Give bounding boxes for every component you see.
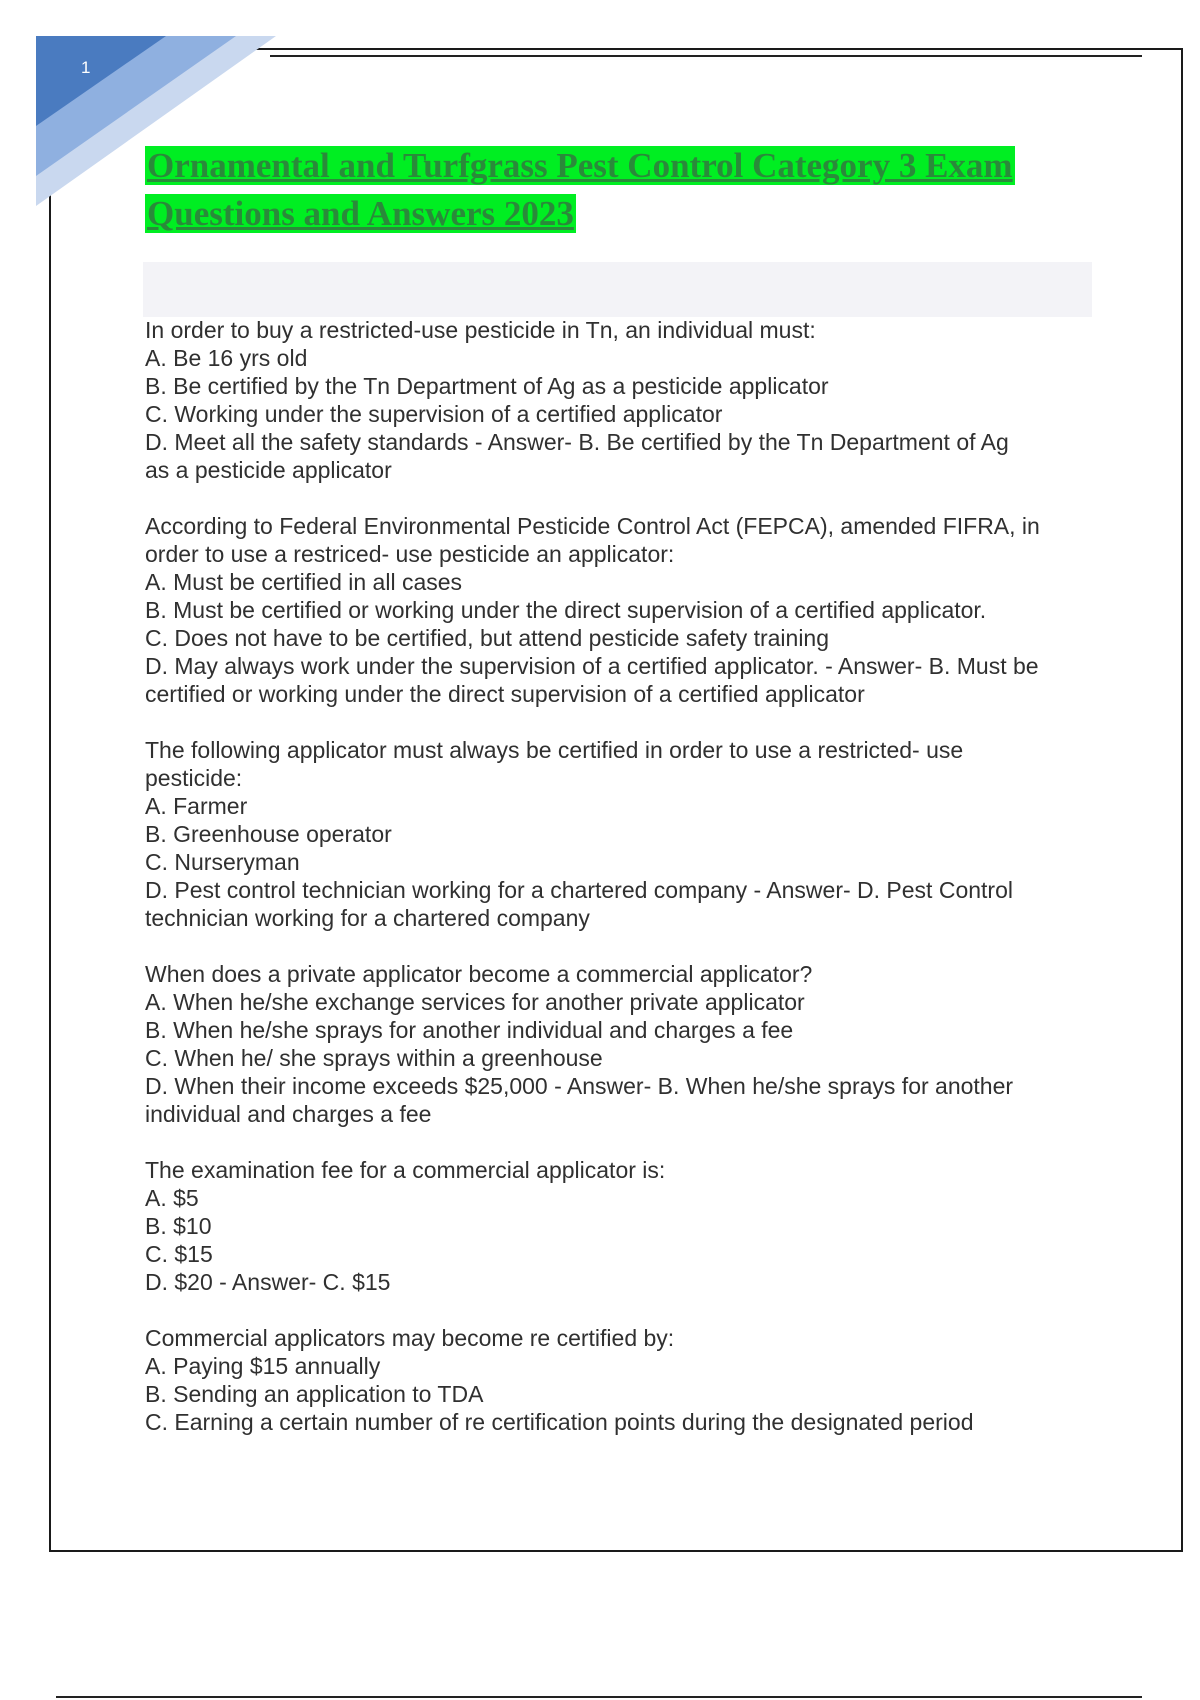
- question-text-continuation: pesticide:: [145, 765, 243, 791]
- option-b: B. $10: [145, 1213, 212, 1239]
- header-rule: [270, 55, 1142, 57]
- option-c: C. Does not have to be certified, but attend pesticide safety training: [145, 625, 830, 651]
- footer-rule: [56, 1696, 1142, 1698]
- option-c: C. Working under the supervision of a certified applicator: [145, 401, 723, 427]
- option-b: B. Be certified by the Tn Department of Ag as a pesticide applicator: [145, 373, 829, 399]
- title-line-1: Ornamental and Turfgrass Pest Control Category 3 Exam: [147, 146, 1013, 185]
- question-block-1: [145, 316, 1095, 484]
- question-list: [145, 316, 1095, 1464]
- option-a: A. Be 16 yrs old: [145, 345, 308, 371]
- option-a: A. When he/she exchange services for another private applicator: [145, 989, 805, 1015]
- shaded-band: [143, 262, 1092, 317]
- title-line-2: Questions and Answers 2023: [147, 194, 574, 233]
- option-a: A. $5: [145, 1185, 199, 1211]
- option-b: B. Greenhouse operator: [145, 821, 392, 847]
- option-c: C. $15: [145, 1241, 213, 1267]
- question-block-5: [145, 1156, 1095, 1296]
- question-block-6: [145, 1324, 1095, 1436]
- option-c: C. Earning a certain number of re certification points during the designated period: [145, 1409, 974, 1435]
- answer-continuation: as a pesticide applicator: [145, 457, 392, 483]
- option-c: C. Nurseryman: [145, 849, 300, 875]
- option-d-answer: D. Meet all the safety standards - Answer- B. Be certified by the Tn Department of Ag: [145, 429, 1009, 455]
- answer-continuation: certified or working under the direct supervision of a certified applicator: [145, 681, 865, 707]
- option-a: A. Paying $15 annually: [145, 1353, 381, 1379]
- option-d-answer: D. May always work under the supervision of a certified applicator. - Answer- B. Must be: [145, 653, 1039, 679]
- option-d-answer: D. Pest control technician working for a chartered company - Answer- D. Pest Control: [145, 877, 1013, 903]
- option-c: C. When he/ she sprays within a greenhouse: [145, 1045, 603, 1071]
- option-b: B. Sending an application to TDA: [145, 1381, 484, 1407]
- document-title: [145, 142, 1075, 238]
- option-a: A. Must be certified in all cases: [145, 569, 463, 595]
- question-text: In order to buy a restricted-use pesticide in Tn, an individual must:: [145, 317, 816, 343]
- question-block-2: [145, 512, 1095, 708]
- question-text: The examination fee for a commercial applicator is:: [145, 1157, 666, 1183]
- page-number: 1: [81, 58, 91, 77]
- option-b: B. Must be certified or working under the direct supervision of a certified applicator.: [145, 597, 987, 623]
- question-text: Commercial applicators may become re certified by:: [145, 1325, 675, 1351]
- answer-continuation: technician working for a chartered company: [145, 905, 590, 931]
- question-block-3: [145, 736, 1095, 932]
- option-a: A. Farmer: [145, 793, 248, 819]
- question-text: According to Federal Environmental Pesticide Control Act (FEPCA), amended FIFRA, in: [145, 513, 1040, 539]
- option-d-answer: D. When their income exceeds $25,000 - Answer- B. When he/she sprays for another: [145, 1073, 1014, 1099]
- option-b: B. When he/she sprays for another individual and charges a fee: [145, 1017, 794, 1043]
- question-text: When does a private applicator become a commercial applicator?: [145, 961, 813, 987]
- answer-continuation: individual and charges a fee: [145, 1101, 432, 1127]
- option-d-answer: D. $20 - Answer- C. $15: [145, 1269, 391, 1295]
- question-text-continuation: order to use a restriced- use pesticide an applicator:: [145, 541, 675, 567]
- question-text: The following applicator must always be certified in order to use a restricted- use: [145, 737, 964, 763]
- question-block-4: [145, 960, 1095, 1128]
